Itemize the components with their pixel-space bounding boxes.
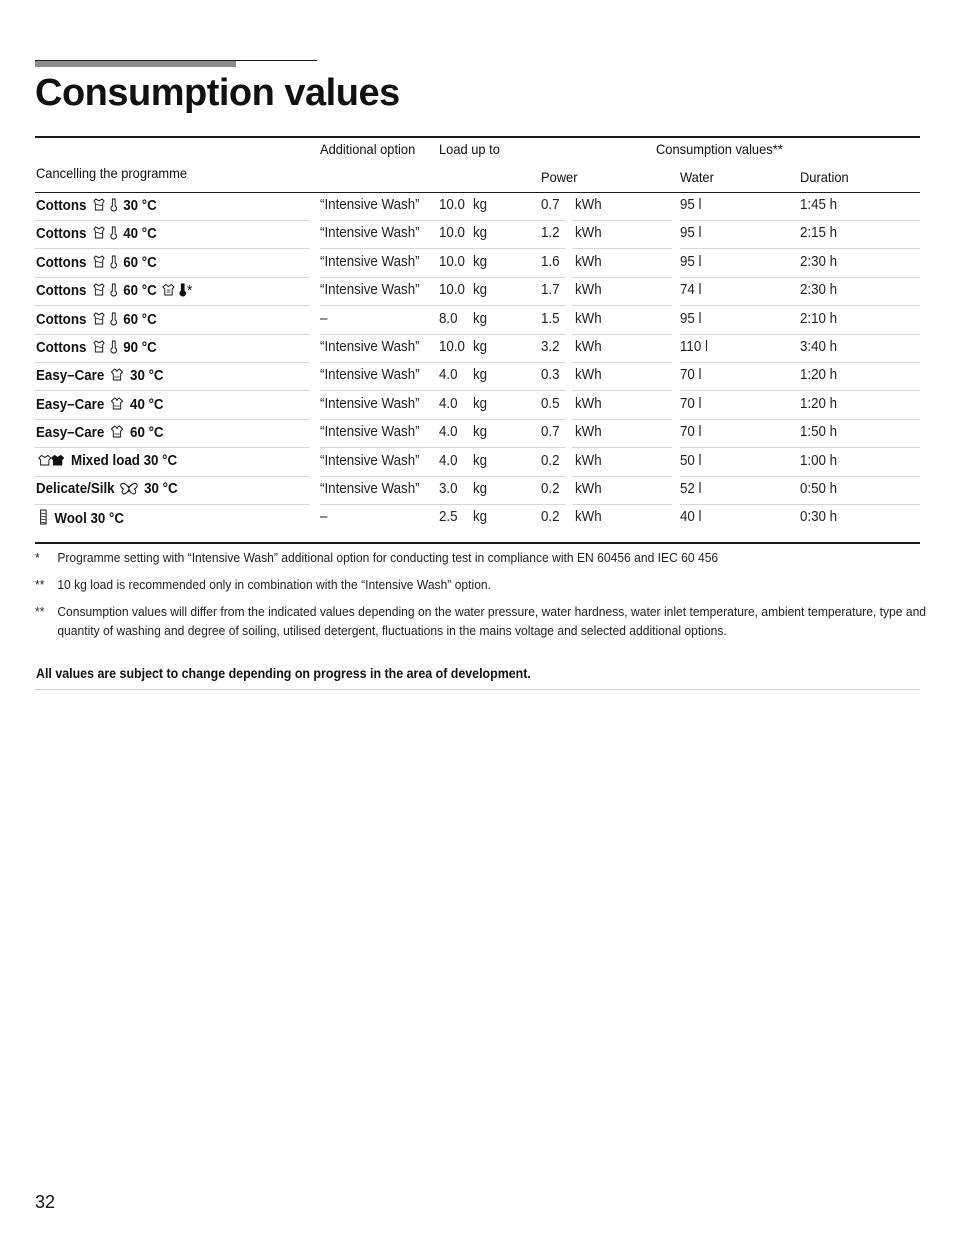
- power-value: 0.3: [541, 367, 560, 384]
- programme-cell: [36, 453, 177, 471]
- option-cell: –: [320, 310, 328, 327]
- mixed-shirts-icon: [38, 454, 66, 471]
- power-unit: kWh: [575, 338, 602, 355]
- programme-cell: [36, 197, 157, 216]
- programme-name: Cottons: [36, 311, 87, 328]
- programme-temperature: 30 °C: [144, 480, 178, 497]
- power-value: 0.2: [541, 509, 560, 526]
- duration-value: 1:20 h: [800, 367, 838, 384]
- bottom-rule: [35, 689, 920, 690]
- footnote-text: 10 kg load is recommended only in combination with the “Intensive Wash” option.: [57, 577, 492, 592]
- shirt-icon: [110, 367, 125, 386]
- development-note: All values are subject to change depending on progress in the area of development.: [36, 666, 531, 681]
- programme-name: Cottons: [36, 283, 87, 300]
- load-unit: kg: [473, 310, 488, 327]
- load-unit: kg: [473, 225, 488, 242]
- programme-name: Cottons: [36, 198, 87, 214]
- header-load: Load up to: [439, 141, 500, 157]
- option-cell: “Intensive Wash”: [320, 480, 420, 497]
- programme-temperature: 30 °C: [143, 452, 178, 469]
- programme-temperature: 60 °C: [130, 425, 164, 442]
- power-value: 1.7: [541, 282, 560, 299]
- cottons-tub-icon: [92, 225, 106, 244]
- water-value: 95 l: [680, 310, 702, 327]
- water-value: 40 l: [680, 509, 702, 526]
- load-value: 8.0: [439, 310, 458, 327]
- power-unit: kWh: [575, 282, 602, 299]
- water-value: 70 l: [680, 424, 702, 441]
- cottons-tub-icon: [92, 282, 106, 301]
- table-bottom-rule: [35, 542, 920, 544]
- programme-temperature: 30 °C: [90, 511, 125, 528]
- load-unit: kg: [473, 197, 488, 213]
- programme-cell: [36, 396, 164, 415]
- shirt-icon: [110, 424, 125, 443]
- temp-bulb-icon: [109, 339, 117, 358]
- footnote-text: Programme setting with “Intensive Wash” additional option for conducting test in compliance with EN 60456 and IEC 60 456: [57, 550, 719, 565]
- load-value: 3.0: [439, 480, 458, 497]
- programme-name: Easy–Care: [36, 425, 105, 442]
- option-cell: “Intensive Wash”: [320, 282, 420, 299]
- programme-cell: [36, 424, 164, 443]
- duration-value: 1:20 h: [800, 395, 838, 412]
- power-unit: kWh: [575, 452, 602, 469]
- power-value: 1.6: [541, 253, 560, 270]
- programme-temperature: 60 °C: [123, 254, 157, 271]
- duration-value: 1:00 h: [800, 452, 838, 469]
- power-unit: kWh: [575, 253, 602, 270]
- table-row: [35, 307, 920, 335]
- programme-temperature: 40 °C: [123, 226, 157, 243]
- power-unit: kWh: [575, 310, 602, 327]
- power-value: 0.7: [541, 424, 560, 441]
- programme-temperature: 60 °C: [123, 311, 157, 328]
- load-unit: kg: [473, 452, 488, 469]
- programme-cell: [36, 367, 164, 386]
- temp-bulb-icon: [109, 311, 117, 330]
- programme-cell: [36, 311, 157, 330]
- load-value: 10.0: [439, 225, 465, 242]
- footnote-mark: **: [35, 604, 45, 619]
- table-row: [35, 505, 920, 533]
- load-unit: kg: [473, 282, 488, 299]
- temp-bulb-icon: [109, 225, 117, 244]
- programme-cell: [36, 339, 157, 358]
- option-cell: “Intensive Wash”: [320, 367, 420, 384]
- table-row: [35, 449, 920, 477]
- header-programme: Cancelling the programme: [36, 165, 188, 181]
- load-value: 4.0: [439, 452, 458, 469]
- cottons-tub-icon: [92, 254, 106, 273]
- power-unit: kWh: [575, 480, 602, 497]
- footnote: [35, 548, 932, 567]
- programme-name: Cottons: [36, 254, 87, 271]
- load-unit: kg: [473, 253, 488, 270]
- header-rule-thick: [35, 60, 236, 67]
- extra-shirt-icon: [162, 283, 175, 301]
- water-value: 70 l: [680, 367, 702, 384]
- consumption-table: [35, 193, 920, 534]
- programme-cell: [36, 481, 178, 499]
- wool-skein-icon: [38, 509, 49, 529]
- header-consumption: Consumption values**: [656, 141, 783, 157]
- option-cell: “Intensive Wash”: [320, 424, 420, 441]
- water-value: 110 l: [680, 338, 708, 355]
- programme-name: Delicate/Silk: [36, 480, 115, 497]
- duration-value: 2:15 h: [800, 225, 838, 242]
- load-value: 4.0: [439, 395, 458, 412]
- footnote-text: Consumption values will differ from the indicated values depending on the water pressure, water hardness, water inlet temperature, ambient temperature, type and quantity of washing and degree of soiling, utilised detergent, fluctuations in the mains voltage and selected additional options.: [57, 604, 927, 638]
- cottons-tub-icon: [92, 311, 106, 330]
- programme-temperature: 90 °C: [123, 339, 157, 356]
- footnote-mark: *: [35, 550, 40, 565]
- water-value: 50 l: [680, 452, 702, 469]
- duration-value: 0:30 h: [800, 509, 838, 526]
- power-value: 0.5: [541, 395, 560, 412]
- duration-value: 2:30 h: [800, 282, 838, 299]
- programme-cell: [36, 282, 192, 301]
- option-cell: “Intensive Wash”: [320, 395, 420, 412]
- option-cell: “Intensive Wash”: [320, 452, 420, 469]
- programme-temperature: 40 °C: [130, 396, 164, 413]
- programme-name: Cottons: [36, 226, 87, 243]
- cottons-tub-icon: [92, 339, 106, 358]
- water-value: 95 l: [680, 225, 702, 242]
- power-value: 0.2: [541, 480, 560, 497]
- programme-name: Cottons: [36, 339, 87, 356]
- programme-name: Mixed load: [70, 452, 140, 469]
- power-value: 0.7: [541, 197, 560, 213]
- power-unit: kWh: [575, 367, 602, 384]
- table-row: [35, 363, 920, 391]
- power-value: 1.2: [541, 225, 560, 242]
- table-row: [35, 392, 920, 420]
- table-row: [35, 335, 920, 363]
- header-option: Additional option: [320, 141, 416, 157]
- load-value: 2.5: [439, 509, 458, 526]
- option-cell: “Intensive Wash”: [320, 197, 420, 213]
- load-unit: kg: [473, 338, 488, 355]
- option-cell: “Intensive Wash”: [320, 253, 420, 270]
- power-unit: kWh: [575, 225, 602, 242]
- programme-name: Easy–Care: [36, 396, 105, 413]
- duration-value: 2:10 h: [800, 310, 838, 327]
- table-row: [35, 278, 920, 306]
- load-value: 10.0: [439, 282, 465, 299]
- table-top-rule: [35, 136, 920, 138]
- page-number: 32: [35, 1192, 56, 1212]
- programme-temperature: 30 °C: [123, 198, 157, 214]
- water-value: 95 l: [680, 197, 702, 213]
- footnote-mark: **: [35, 577, 45, 592]
- programme-name: Wool: [54, 511, 87, 528]
- programme-cell: [36, 225, 157, 244]
- power-unit: kWh: [575, 509, 602, 526]
- header-power: Power: [541, 169, 578, 185]
- programme-temperature: 30 °C: [130, 368, 164, 385]
- power-value: 1.5: [541, 310, 560, 327]
- power-unit: kWh: [575, 395, 602, 412]
- table-row: [35, 193, 920, 221]
- water-value: 70 l: [680, 395, 702, 412]
- option-cell: “Intensive Wash”: [320, 338, 420, 355]
- option-cell: “Intensive Wash”: [320, 225, 420, 242]
- water-value: 95 l: [680, 253, 702, 270]
- footnote-marker: *: [187, 283, 193, 300]
- header-water: Water: [680, 169, 714, 185]
- duration-value: 1:45 h: [800, 197, 838, 213]
- load-value: 10.0: [439, 253, 465, 270]
- power-value: 3.2: [541, 338, 560, 355]
- cottons-tub-icon: [92, 197, 106, 216]
- water-value: 52 l: [680, 480, 702, 497]
- table-row: [35, 221, 920, 249]
- duration-value: 2:30 h: [800, 253, 838, 270]
- load-unit: kg: [473, 424, 488, 441]
- load-value: 4.0: [439, 424, 458, 441]
- temp-bulb-icon: [109, 282, 117, 301]
- programme-name: Easy–Care: [36, 368, 105, 385]
- load-unit: kg: [473, 395, 488, 412]
- header-duration: Duration: [800, 169, 849, 185]
- duration-value: 0:50 h: [800, 480, 838, 497]
- table-row: [35, 250, 920, 278]
- footnote: [35, 575, 932, 594]
- header-rule-thin: [35, 60, 317, 61]
- programme-cell: [36, 509, 124, 529]
- programme-cell: [36, 254, 157, 273]
- footnotes: [35, 548, 927, 648]
- temp-bulb-icon: [109, 254, 117, 273]
- page-title: Consumption values: [35, 72, 400, 114]
- duration-value: 3:40 h: [800, 338, 838, 355]
- power-unit: kWh: [575, 197, 602, 213]
- load-value: 4.0: [439, 367, 458, 384]
- table-row: [35, 477, 920, 505]
- load-value: 10.0: [439, 338, 465, 355]
- option-cell: –: [320, 509, 328, 526]
- programme-temperature: 60 °C: [123, 283, 157, 300]
- load-unit: kg: [473, 509, 488, 526]
- footnote: [35, 602, 932, 640]
- load-value: 10.0: [439, 197, 465, 213]
- water-value: 74 l: [680, 282, 702, 299]
- power-value: 0.2: [541, 452, 560, 469]
- shirt-icon: [110, 396, 125, 415]
- load-unit: kg: [473, 367, 488, 384]
- table-row: [35, 420, 920, 448]
- load-unit: kg: [473, 480, 488, 497]
- temp-bulb-icon: [109, 197, 117, 216]
- power-unit: kWh: [575, 424, 602, 441]
- duration-value: 1:50 h: [800, 424, 838, 441]
- butterfly-icon: [120, 482, 138, 499]
